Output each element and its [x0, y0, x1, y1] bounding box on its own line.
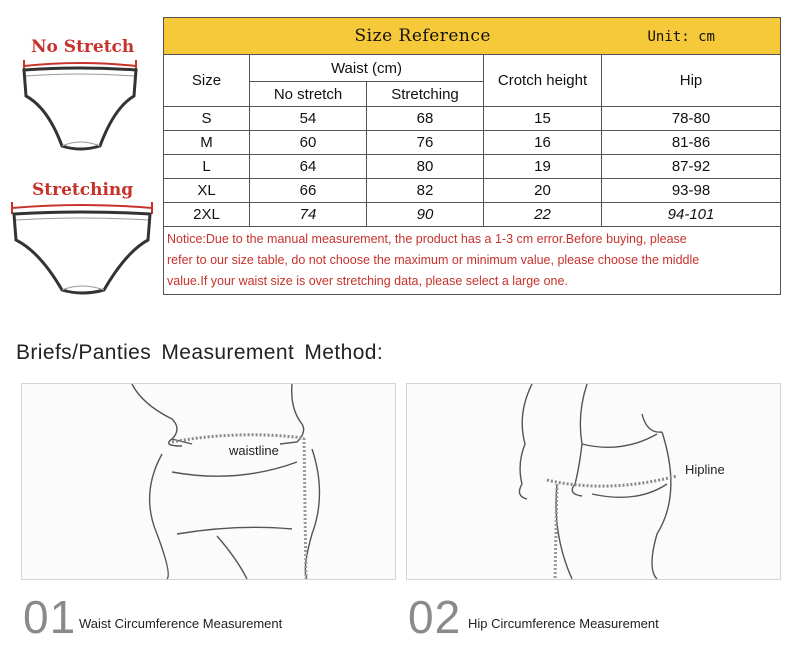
unit-label: Unit: cm	[647, 28, 715, 45]
cell-crotch: 22	[484, 203, 602, 227]
notice-line: Notice:Due to the manual measurement, the product has a 1-3 cm error.Before buying, please	[167, 232, 687, 246]
cell-size: M	[164, 131, 250, 155]
hip-measurement-illustration	[407, 384, 780, 579]
table-row	[164, 107, 781, 131]
header-waist: Waist (cm)	[250, 55, 484, 82]
cell-hip: 81-86	[602, 131, 781, 155]
method-title: Briefs/Panties Measurement Method:	[16, 341, 384, 364]
cell-hip: 94-101	[602, 203, 781, 227]
header-size: Size	[164, 55, 250, 107]
table-row	[164, 203, 781, 227]
cell-size: S	[164, 107, 250, 131]
hip-measurement-panel	[406, 383, 781, 580]
cell-hip: 87-92	[602, 155, 781, 179]
table-title: Size Reference	[354, 26, 491, 46]
table-row	[164, 179, 781, 203]
no-stretch-label: No Stretch	[31, 37, 135, 57]
cell-no-stretch: 60	[250, 131, 367, 155]
header-stretching: Stretching	[367, 82, 484, 107]
hipline-label: Hipline	[685, 462, 725, 477]
table-row	[164, 155, 781, 179]
cell-stretching: 90	[367, 203, 484, 227]
cell-crotch: 19	[484, 155, 602, 179]
waist-measurement-panel	[21, 383, 396, 580]
cell-size: L	[164, 155, 250, 179]
cell-crotch: 20	[484, 179, 602, 203]
table-row	[164, 131, 781, 155]
cell-stretching: 80	[367, 155, 484, 179]
step-number-01: 01	[23, 591, 77, 643]
cell-no-stretch: 64	[250, 155, 367, 179]
stretching-label: Stretching	[32, 180, 134, 200]
cell-stretching: 82	[367, 179, 484, 203]
hip-caption: Hip Circumference Measurement	[468, 616, 659, 631]
header-hip: Hip	[602, 55, 781, 107]
cell-hip: 78-80	[602, 107, 781, 131]
stretching-briefs-illustration	[8, 200, 156, 300]
cell-no-stretch: 54	[250, 107, 367, 131]
step-number-02: 02	[408, 591, 462, 643]
table-title-row	[164, 18, 781, 55]
cell-crotch: 16	[484, 131, 602, 155]
header-row	[164, 55, 781, 82]
header-crotch: Crotch height	[484, 55, 602, 107]
header-no-stretch: No stretch	[250, 82, 367, 107]
size-reference-table	[163, 17, 781, 295]
cell-no-stretch: 74	[250, 203, 367, 227]
cell-stretching: 76	[367, 131, 484, 155]
cell-size: XL	[164, 179, 250, 203]
waist-caption: Waist Circumference Measurement	[79, 616, 283, 631]
notice-row	[164, 227, 781, 295]
cell-hip: 93-98	[602, 179, 781, 203]
waist-measurement-illustration	[22, 384, 395, 579]
waistline-label: waistline	[229, 443, 279, 458]
notice-line: refer to our size table, do not choose the maximum or minimum value, please choose the middle	[167, 253, 700, 267]
cell-size: 2XL	[164, 203, 250, 227]
cell-no-stretch: 66	[250, 179, 367, 203]
notice-text	[164, 227, 781, 295]
cell-stretching: 68	[367, 107, 484, 131]
cell-crotch: 15	[484, 107, 602, 131]
no-stretch-briefs-illustration	[18, 58, 143, 158]
notice-line: value.If your waist size is over stretching data, please select a large one.	[167, 274, 568, 288]
